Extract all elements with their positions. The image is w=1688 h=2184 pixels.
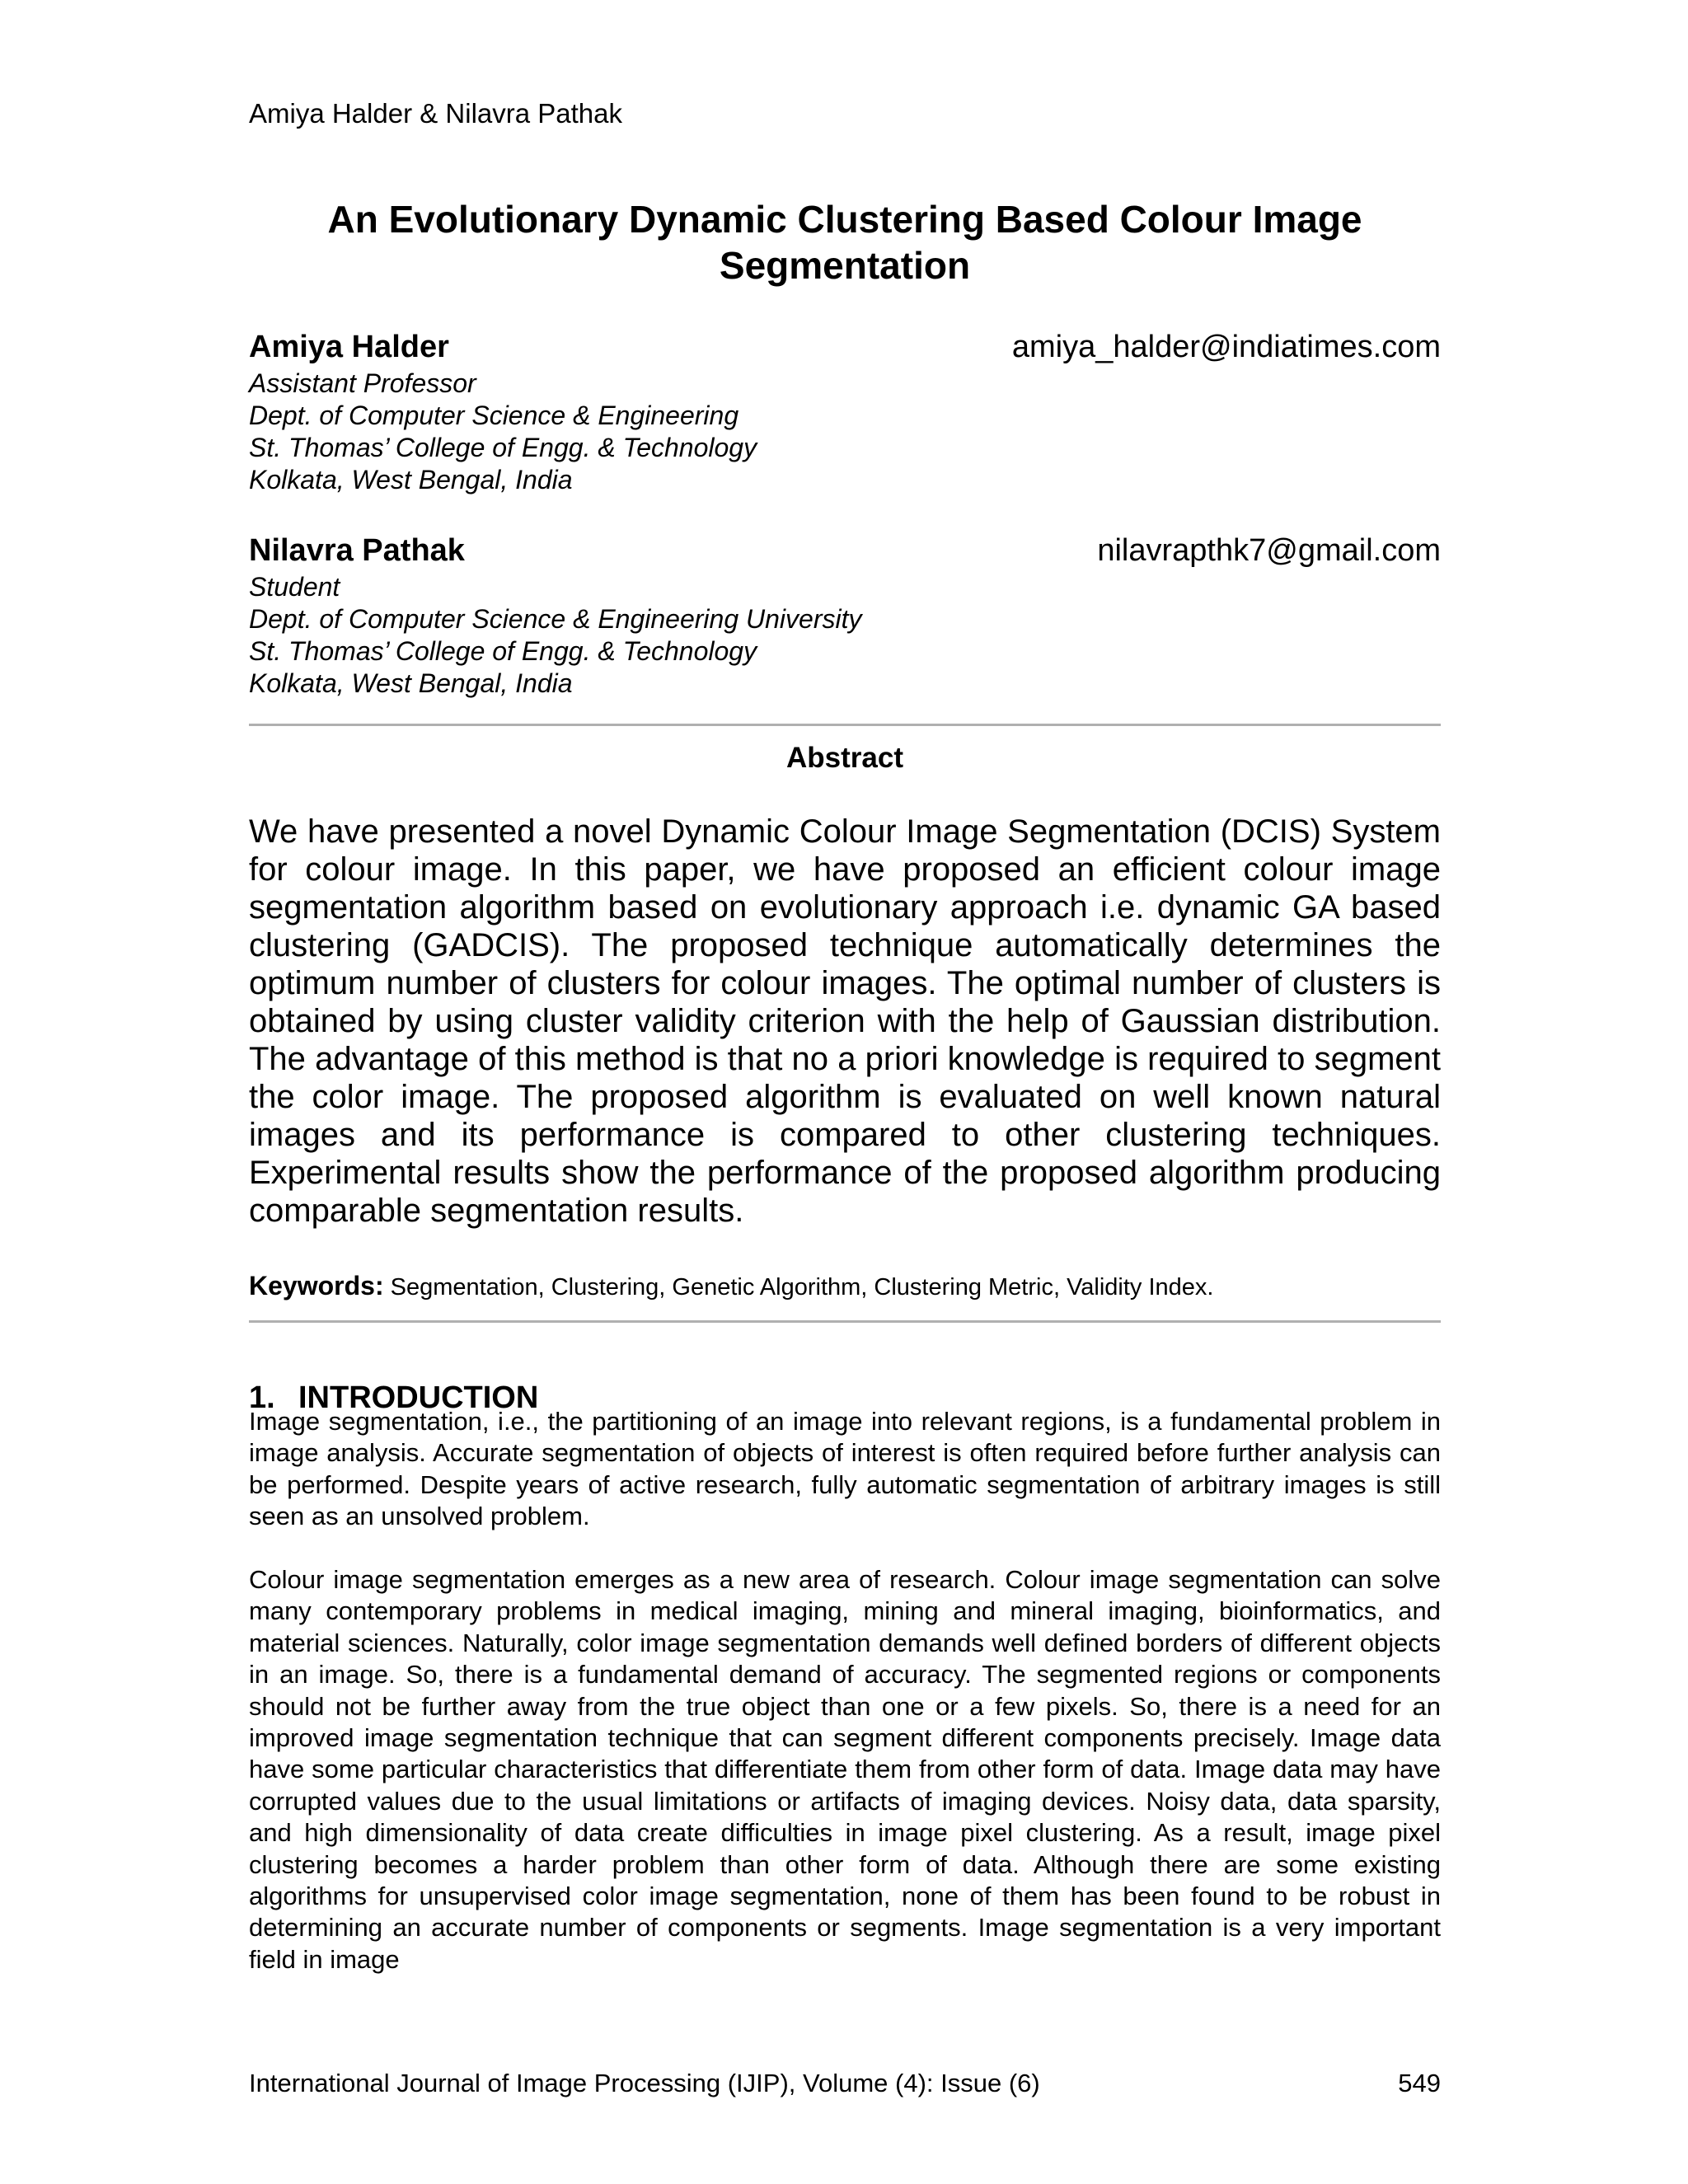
title-line-2: Segmentation <box>719 244 971 287</box>
author-email[interactable]: nilavrapthk7@gmail.com <box>1097 533 1441 568</box>
footer-journal: International Journal of Image Processing (IJIP), Volume (4): Issue (6) <box>249 2069 1040 2097</box>
page-number: 549 <box>1398 2069 1441 2097</box>
abstract-text: We have presented a novel Dynamic Colour Image Segmentation (DCIS) System for colour image. In this paper, we have proposed an efficient colour image segmentation algorithm based on evolutionary approach i.e. dynamic GA based clustering (GADCIS). The proposed technique automatically determines the optimum number of clusters for colour images. The optimal number of clusters is obtained by using cluster validity criterion with the help of Gaussian distribution. The advantage of this method is that no a priori knowledge is required to segment the color image. The proposed algorithm is evaluated on well known natural images and its performance is compared to other clustering techniques. Experimental results show the performance of the proposed algorithm producing comparable segmentation results. <box>249 813 1441 1229</box>
author-location: Kolkata, West Bengal, India <box>249 465 573 494</box>
author-name: Nilavra Pathak <box>249 533 465 568</box>
body-paragraph-1: Image segmentation, i.e., the partitioning of an image into relevant regions, is a fundamental problem in image analysis. Accurate segmentation of objects of interest is often required before further analysis can be performed. Despite years of active research, fully automatic segmentation of arbitrary images is still seen as an unsolved problem. <box>249 1407 1441 1531</box>
author-block-1 <box>249 326 1441 496</box>
keywords <box>249 1269 1441 1304</box>
author-location: Kolkata, West Bengal, India <box>249 668 573 698</box>
author-department: Dept. of Computer Science & Engineering University <box>249 604 862 634</box>
keywords-label: Keywords: <box>249 1271 384 1301</box>
title-line-1: An Evolutionary Dynamic Clustering Based Colour Image <box>327 198 1362 241</box>
keywords-text: Segmentation, Clustering, Genetic Algorithm, Clustering Metric, Validity Index. <box>390 1274 1214 1301</box>
divider-rule <box>249 1320 1441 1323</box>
author-institution: St. Thomas’ College of Engg. & Technology <box>249 636 757 666</box>
abstract-heading: Abstract <box>786 742 903 774</box>
author-institution: St. Thomas’ College of Engg. & Technology <box>249 433 757 462</box>
author-title: Assistant Professor <box>249 368 476 398</box>
author-department: Dept. of Computer Science & Engineering <box>249 401 739 430</box>
author-block-2 <box>249 530 1441 700</box>
author-title: Student <box>249 572 340 602</box>
section-number: 1. <box>249 1380 275 1415</box>
running-header: Amiya Halder & Nilavra Pathak <box>249 98 623 129</box>
divider-rule <box>249 724 1441 726</box>
section-title: INTRODUCTION <box>298 1380 539 1415</box>
author-email[interactable]: amiya_halder@indiatimes.com <box>1011 330 1441 364</box>
author-name: Amiya Halder <box>249 330 449 364</box>
paper-title <box>249 196 1441 288</box>
body-paragraph-2: Colour image segmentation emerges as a new area of research. Colour image segmentation can solve many contemporary problems in medical imaging, mining and mineral imaging, bioinformatics, and material sciences. Naturally, color image segmentation demands well defined borders of different objects in an image. So, there is a fundamental demand of accuracy. The segmented regions or components should not be further away from the true object than one or a few pixels. So, there is a need for an improved image segmentation technique that can segment different components precisely. Image data have some particular characteristics that differentiate them from other form of data. Image data may have corrupted values due to the usual limitations or artifacts of imaging devices. Noisy data, data sparsity, and high dimensionality of data create difficulties in image pixel clustering. As a result, image pixel clustering becomes a harder problem than other form of data. Although there are some existing algorithms for unsupervised color image segmentation, none of them has been found to be robust in determining an accurate number of components or segments. Image segmentation is a very important field in image <box>249 1565 1441 1974</box>
